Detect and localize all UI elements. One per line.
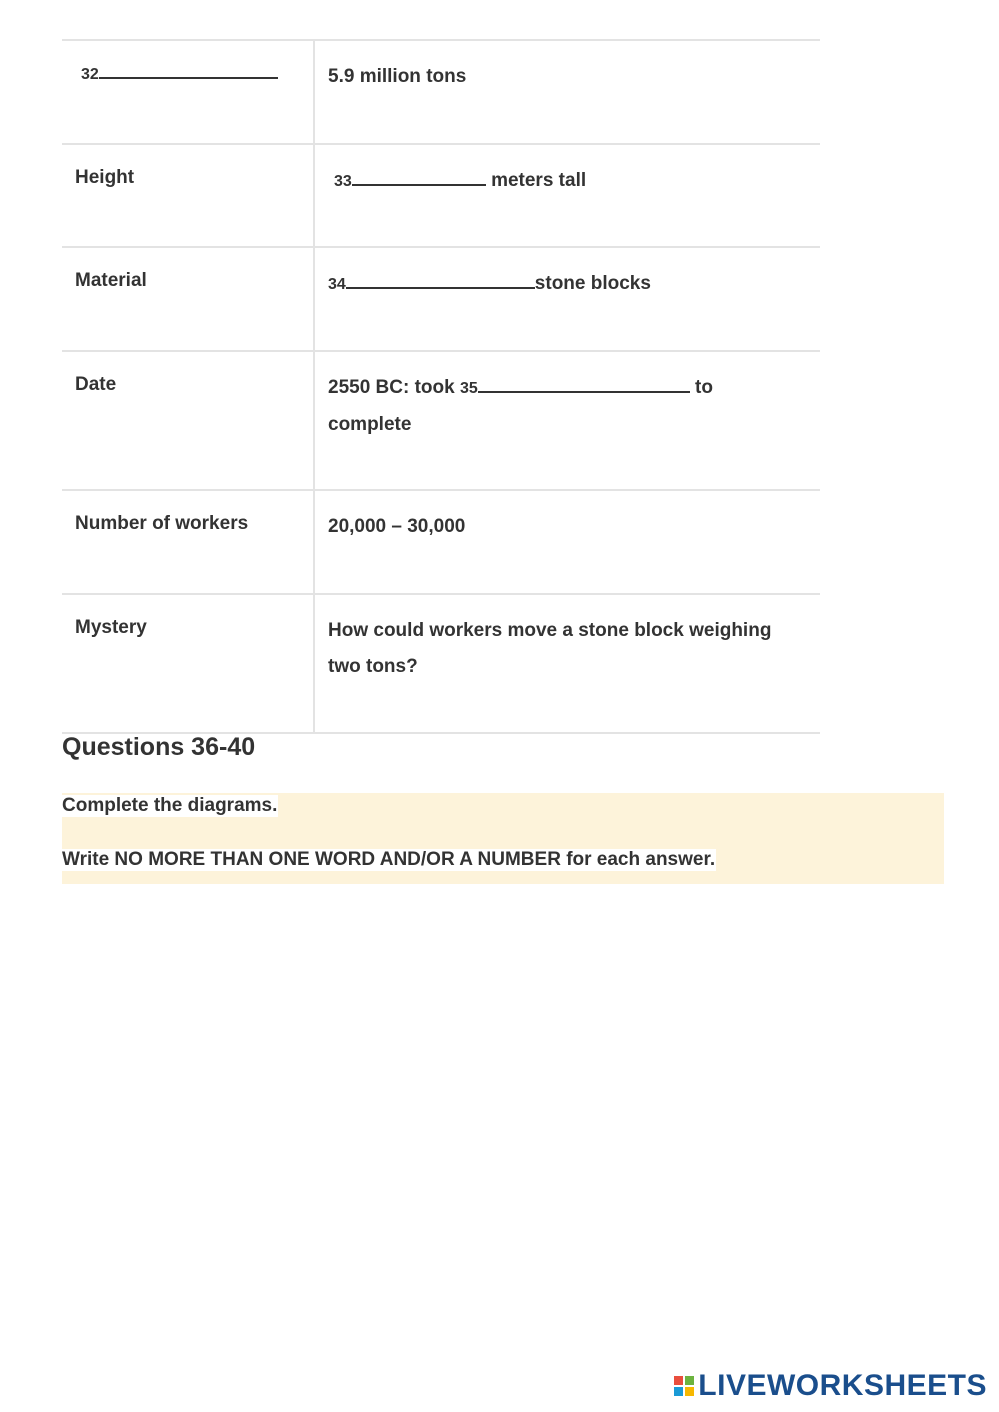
question-number: 33 <box>334 173 352 190</box>
row-label-workers: Number of workers <box>75 513 249 534</box>
info-table <box>62 39 820 734</box>
liveworksheets-logo <box>674 1369 987 1403</box>
logo-text: LIVEWORKSHEETS <box>698 1369 987 1402</box>
answer-blank-32[interactable] <box>99 61 278 79</box>
table-cell-label <box>62 352 315 489</box>
table-row <box>62 145 820 248</box>
table-cell-label <box>62 145 315 246</box>
instruction-complete: Complete the diagrams. <box>62 795 278 816</box>
instruction-word-limit: Write NO MORE THAN ONE WORD AND/OR A NUMBER for each answer. <box>62 849 716 870</box>
section-heading: Questions 36-40 <box>62 733 256 761</box>
table-row <box>62 491 820 595</box>
table-cell-value <box>315 595 820 732</box>
instructions-box <box>62 793 944 884</box>
row-label-mystery: Mystery <box>75 617 147 638</box>
table-cell-value <box>315 352 820 489</box>
height-unit-text: meters tall <box>485 170 587 191</box>
row-label-material: Material <box>75 270 147 291</box>
table-cell-label <box>62 248 315 350</box>
mystery-line1: How could workers move a stone block weighing <box>328 620 772 641</box>
table-cell-label <box>62 41 315 143</box>
material-text: stone blocks <box>534 273 651 294</box>
table-cell-value <box>315 248 820 350</box>
answer-blank-35[interactable] <box>478 375 690 393</box>
question-number: 35 <box>459 380 478 397</box>
date-after-text: to <box>689 377 713 398</box>
table-cell-value <box>315 41 820 143</box>
question-number: 34 <box>328 276 346 293</box>
date-text: 2550 BC: took <box>328 377 460 398</box>
liveworksheets-logo-icon <box>674 1376 694 1396</box>
workers-value: 20,000 – 30,000 <box>328 516 466 537</box>
answer-blank-34[interactable] <box>346 271 535 289</box>
table-row <box>62 595 820 734</box>
table-cell-value <box>315 145 820 246</box>
table-cell-value <box>315 491 820 593</box>
weight-value: 5.9 million tons <box>328 66 467 87</box>
answer-blank-33[interactable] <box>352 168 486 186</box>
date-line2: complete <box>328 414 412 435</box>
question-number: 32 <box>81 66 99 83</box>
table-cell-label <box>62 595 315 732</box>
row-label-date: Date <box>75 374 117 395</box>
table-row <box>62 248 820 352</box>
row-label-height: Height <box>75 167 135 188</box>
table-row <box>62 352 820 491</box>
table-row <box>62 41 820 145</box>
table-cell-label <box>62 491 315 593</box>
mystery-line2: two tons? <box>328 656 418 677</box>
